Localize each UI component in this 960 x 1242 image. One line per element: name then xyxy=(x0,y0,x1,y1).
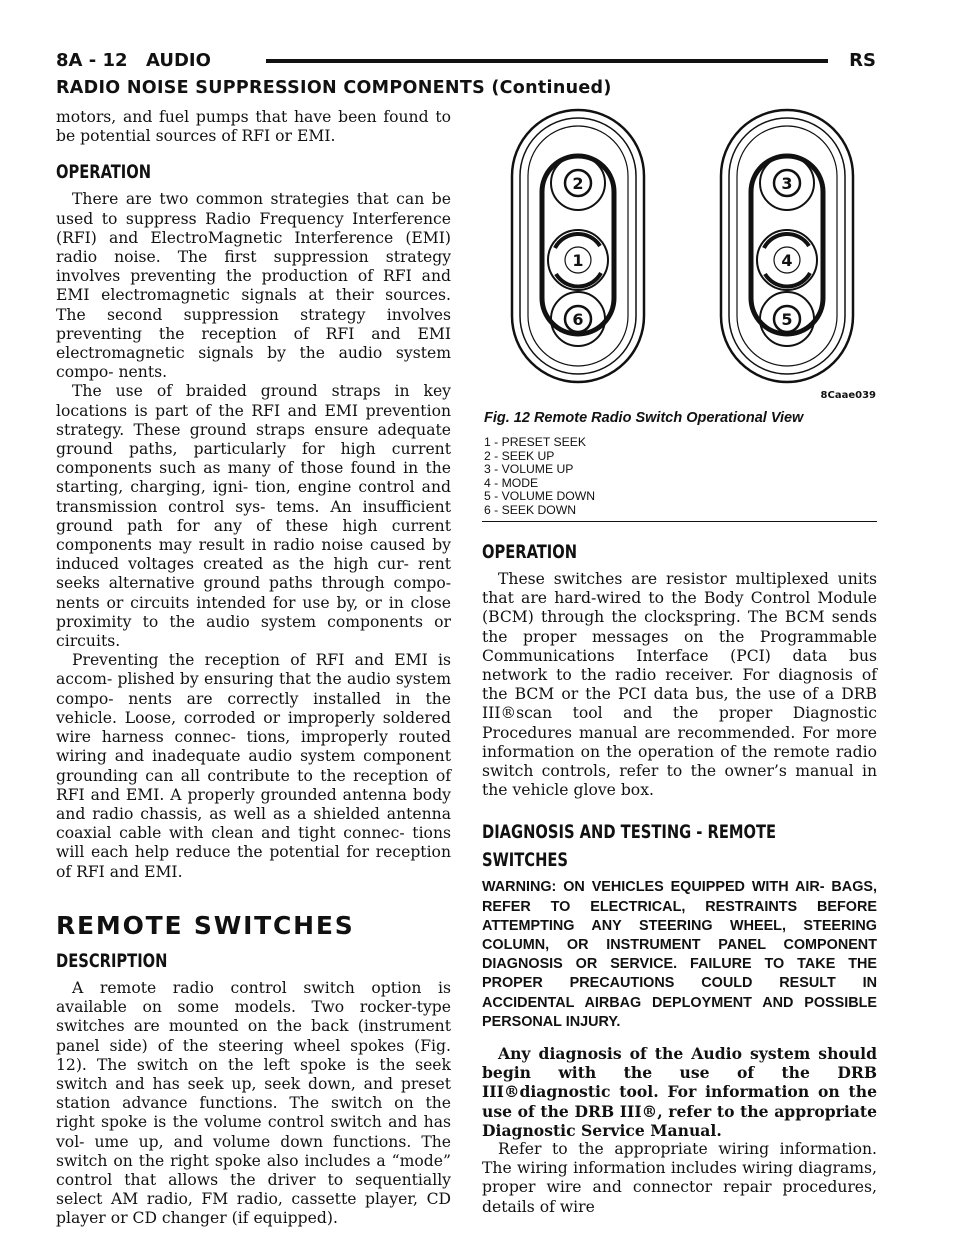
figure-12 xyxy=(482,108,877,522)
figure-legend xyxy=(484,436,877,518)
legend-item: 5 - VOLUME DOWN xyxy=(484,489,596,504)
description-heading: DESCRIPTION xyxy=(56,949,168,972)
legend-item: 3 - VOLUME UP xyxy=(484,462,574,477)
header-rule xyxy=(266,59,828,63)
remote-switch-illustration xyxy=(482,108,877,406)
button-label-1: 1 xyxy=(572,251,584,270)
button-label-2: 2 xyxy=(572,174,584,193)
model-code: RS xyxy=(849,50,876,71)
diagnosis-heading-line-1: DIAGNOSIS AND TESTING - REMOTE xyxy=(482,821,777,844)
legend-item: 6 - SEEK DOWN xyxy=(484,502,577,517)
operation-heading-2: OPERATION xyxy=(482,541,578,563)
operation-paragraph-3: Preventing the reception of RFI and EMI is accom- plished by ensuring that the audio system compo- nents are correctly installed in the vehicle. Loose, corroded or improperly soldered wire harness connec- tions, improperly routed wiring and inadequate audio system component grounding can all contribute to the reception of RFI and EMI. A properly grounded antenna body and radio chassis, as well as a shielded antenna coaxial cable with clean and tight connec- tions will each help reduce the potential for reception of RFI and EMI. xyxy=(56,651,451,881)
button-label-6: 6 xyxy=(572,310,584,329)
right-column xyxy=(482,540,877,1217)
legend-item: 2 - SEEK UP xyxy=(484,448,555,463)
diagnosis-paragraph-2: Refer to the appropriate wiring information. The wiring information includes wiring diagrams, proper wire and connector repair procedures, details of wire xyxy=(482,1140,877,1216)
remote-switches-heading: REMOTE SWITCHES xyxy=(56,910,355,940)
figure-code: 8Caae039 xyxy=(820,390,876,401)
airbag-warning: WARNING: ON VEHICLES EQUIPPED WITH AIR- BAGS, REFER TO ELECTRICAL, RESTRAINTS BEFORE ATTEMPTING ANY STEERING WHEEL, STEERING COLUMN, OR INSTRUMENT PANEL COMPONENT DIAGNOSIS OR SERVICE. FAILURE TO TAKE THE PROPER PRECAUTIONS COULD RESULT IN ACCIDENTAL AIRBAG DEPLOYMENT AND POSSIBLE PERSONAL INJURY. xyxy=(482,879,877,1030)
page-number: 8A - 12 xyxy=(56,50,128,71)
figure-caption: Fig. 12 Remote Radio Switch Operational View xyxy=(484,410,804,426)
description-paragraph: A remote radio control switch option is available on some models. Two rocker-type switches are mounted on the back (instrument panel side) of the steering wheel spokes (Fig. 12). The switch on the left spoke is the seek switch and has seek up, seek down, and preset station advance functions. The switch on the right spoke is the volume control switch and has vol- ume up, and volume down functions. The switch on the right spoke also includes a “mode” control that allows the driver to sequentially select AM radio, FM radio, cassette player, CD player or CD changer (if equipped). xyxy=(56,978,451,1228)
button-label-4: 4 xyxy=(781,251,793,270)
section-name: AUDIO xyxy=(146,50,211,71)
legend-item: 1 - PRESET SEEK xyxy=(484,435,587,449)
page-header xyxy=(56,50,876,74)
intro-paragraph: motors, and fuel pumps that have been found to be potential sources of RFI or EMI. xyxy=(56,108,451,146)
operation-paragraph-2: The use of braided ground straps in key locations is part of the RFI and EMI prevention strategy. These ground straps ensure adequate ground paths, particularly for high current components such as many of those found in the starting, charging, igni- tion, engine control and transmission control sys- tems. An insufficient ground path for any of these high current components may result in radio noise caused by induced voltages created as the high cur- rent seeks alternative ground paths through compo- nents or circuits intended for use by, or in close proximity to the audio system components or circuits. xyxy=(56,382,451,651)
left-switch-housing xyxy=(512,110,644,382)
figure-rule xyxy=(482,521,877,522)
continued-title: RADIO NOISE SUPPRESSION COMPONENTS (Continued) xyxy=(56,78,612,98)
operation-heading: OPERATION xyxy=(56,161,152,184)
operation-paragraph-1: There are two common strategies that can be used to suppress Radio Frequency Interference (RFI) and ElectroMagnetic Interference (EMI) radio noise. The first suppression strategy involves preventing the production of RFI and EMI electromagnetic signals at their sources. The second suppression strategy involves preventing the reception of RFI and EMI electromagnetic signals by the audio system compo- nents. xyxy=(56,190,451,382)
legend-item: 4 - MODE xyxy=(484,475,539,490)
right-switch-housing xyxy=(721,110,853,382)
operation-paragraph-remote: These switches are resistor multiplexed units that are hard-wired to the Body Control Module (BCM) through the clockspring. The BCM sends the proper messages on the Programmable Communications Interface (PCI) data bus network to the radio receiver. For diagnosis of the BCM or the PCI data bus, the use of a DRB III®scan tool and the proper Diagnostic Procedures manual are recommended. For more information on the operation of the remote radio switch controls, refer to the owner’s manual in the vehicle glove box. xyxy=(482,570,877,800)
button-label-5: 5 xyxy=(781,310,793,329)
diagnosis-heading-line-2: SWITCHES xyxy=(482,849,569,872)
diagnosis-bold-paragraph: Any diagnosis of the Audio system should begin with the use of the DRB III®diagnostic tool. For information on the use of the DRB III®, refer to the appropriate Diagnostic Service Manual. xyxy=(482,1044,877,1140)
left-column xyxy=(56,108,451,1229)
button-label-3: 3 xyxy=(781,174,793,193)
